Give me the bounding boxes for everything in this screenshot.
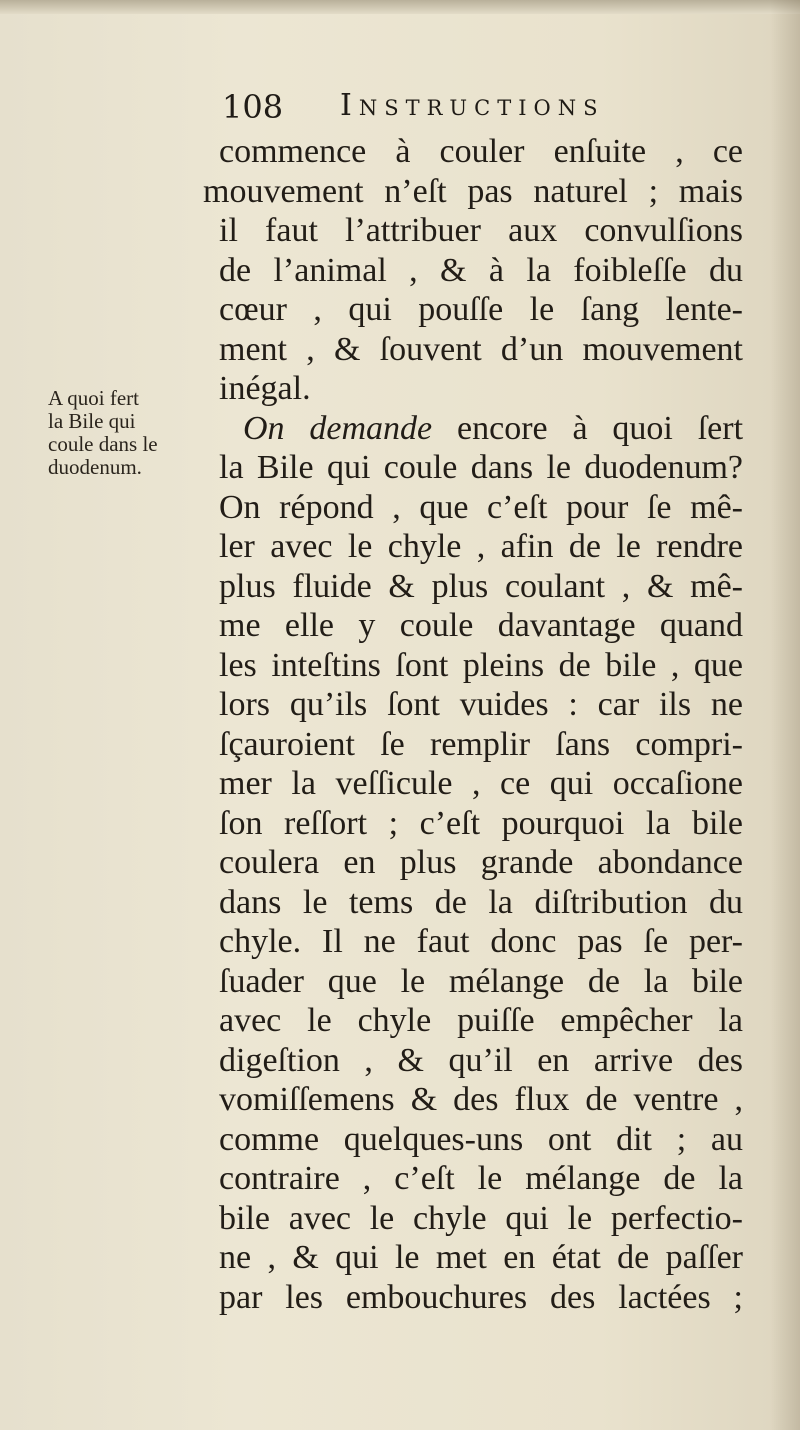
text-line: comme quelques-uns ont dit ; au: [219, 1120, 743, 1158]
text-line: commence à couler enſuite , ce: [219, 133, 743, 170]
text-line: ſçauroient ſe remplir ſans compri-: [219, 725, 743, 763]
italic-lead: On demande: [243, 409, 433, 447]
text-line: dans le tems de la diſtribution du: [219, 883, 743, 921]
text-line: ler avec le chyle , afin de le rendre: [219, 528, 743, 565]
text-line: plus fluide & plus coulant , & mê-: [219, 567, 743, 605]
text-line: par les embouchures des lactées ;: [219, 1278, 743, 1316]
text-line: avec le chyle puiſſe empêcher la: [219, 1002, 743, 1039]
margin-note-line: A quoi fert: [48, 386, 139, 410]
text-line: contraire , c’eſt le mélange de la: [219, 1160, 743, 1197]
text-line: ſuader que le mélange de la bile: [219, 962, 743, 1000]
text-line: chyle. Il ne faut donc pas ſe per-: [219, 923, 743, 960]
text-line: [203, 409, 743, 449]
text-line: ſon reſſort ; c’eſt pourquoi la bile: [219, 804, 743, 842]
text-line: de l’animal , & à la foibleſſe du: [219, 251, 743, 289]
running-title: Instructions: [340, 88, 605, 123]
text-line: coulera en plus grande abondance: [219, 844, 743, 881]
body-text: [203, 132, 743, 1317]
text-line: ne , & qui le met en état de paſſer: [219, 1239, 743, 1276]
text-line: digeſtion , & qu’il en arrive des: [219, 1041, 743, 1079]
text-line: les inteſtins ſont pleins de bile , que: [219, 646, 743, 684]
margin-note-line: coule dans le: [48, 432, 158, 456]
margin-note-line: la Bile qui: [48, 409, 136, 433]
page-number: 108: [222, 88, 284, 126]
text-line: me elle y coule davantage quand: [219, 607, 743, 644]
text-line: inégal.: [219, 370, 311, 407]
text-line: On répond , que c’eſt pour ſe mê-: [219, 488, 743, 526]
page-header: [222, 88, 742, 128]
page-top-edge: [0, 0, 800, 14]
text-line: mer la veſſicule , ce qui occaſione: [219, 765, 743, 802]
text-line: cœur , qui pouſſe le ſang lente-: [219, 291, 743, 328]
text-line: vomiſſemens & des flux de ventre ,: [219, 1081, 743, 1118]
margin-note-line: duodenum.: [48, 455, 142, 479]
text-line: ment , & ſouvent d’un mouvement: [219, 330, 743, 368]
text-line: la Bile qui coule dans le duodenum?: [219, 449, 743, 486]
margin-note: [48, 387, 208, 479]
text-line: il faut l’attribuer aux convulſions: [219, 212, 743, 249]
text-fragment: encore à quoi ſert: [457, 409, 744, 447]
text-line: bile avec le chyle qui le perfectio-: [219, 1199, 743, 1237]
text-line: lors qu’ils ſont vuides : car ils ne: [219, 686, 743, 723]
text-line: mouvement n’eſt pas naturel ; mais: [203, 172, 743, 210]
page-gutter-shadow: [770, 0, 800, 1430]
